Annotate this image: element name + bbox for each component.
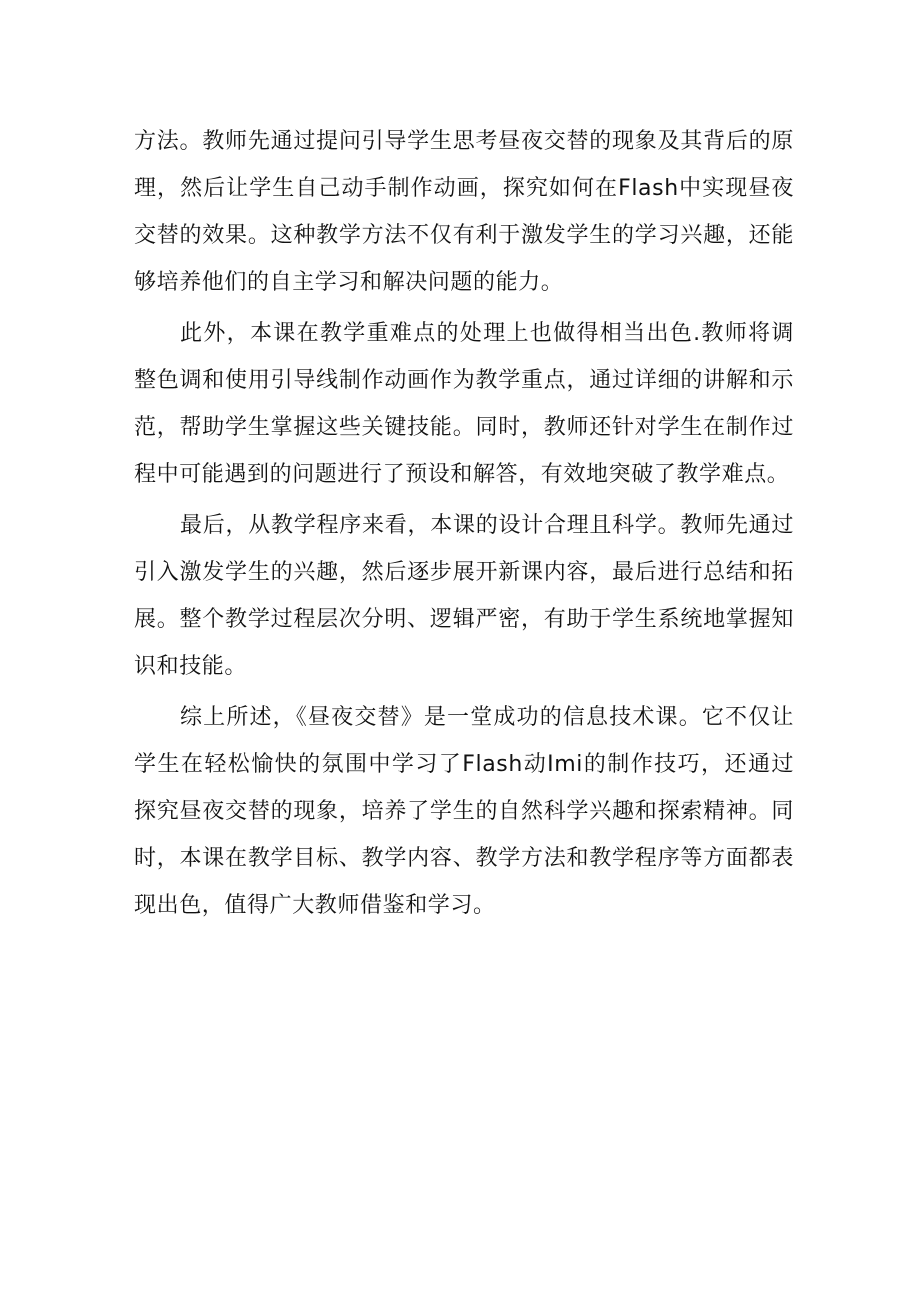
paragraph-teaching-procedure: 最后，从教学程序来看，本课的设计合理且科学。教师先通过引入激发学生的兴趣，然后逐步展开新课内容，最后进行总结和拓展。整个教学过程层次分明、逻辑严密，有助于学生系统地掌握知识和技能。 [134, 513, 794, 679]
paragraph-teaching-method: 方法。教师先通过提问引导学生思考昼夜交替的现象及其背后的原理，然后让学生自己动手制作动画，探究如何在Flash中实现昼夜交替的效果。这种教学方法不仅有利于激发学生的学习兴趣，还能够培养他们的自主学习和解决问题的能力。 [134, 129, 794, 295]
document-body [134, 118, 794, 929]
paragraph-summary: 综上所述，《昼夜交替》是一堂成功的信息技术课。它不仅让学生在轻松愉快的氛围中学习了Flash动Imi的制作技巧，还通过探究昼夜交替的现象，培养了学生的自然科学兴趣和探索精神。同时，本课在教学目标、教学内容、教学方法和教学程序等方面都表现出色，值得广大教师借鉴和学习。 [134, 705, 794, 918]
paragraph-key-difficult-points: 此外，本课在教学重难点的处理上也做得相当出色.教师将调整色调和使用引导线制作动画作为教学重点，通过详细的讲解和示范，帮助学生掌握这些关键技能。同时，教师还针对学生在制作过程中可能遇到的问题进行了预设和解答，有效地突破了教学难点。 [134, 321, 794, 487]
